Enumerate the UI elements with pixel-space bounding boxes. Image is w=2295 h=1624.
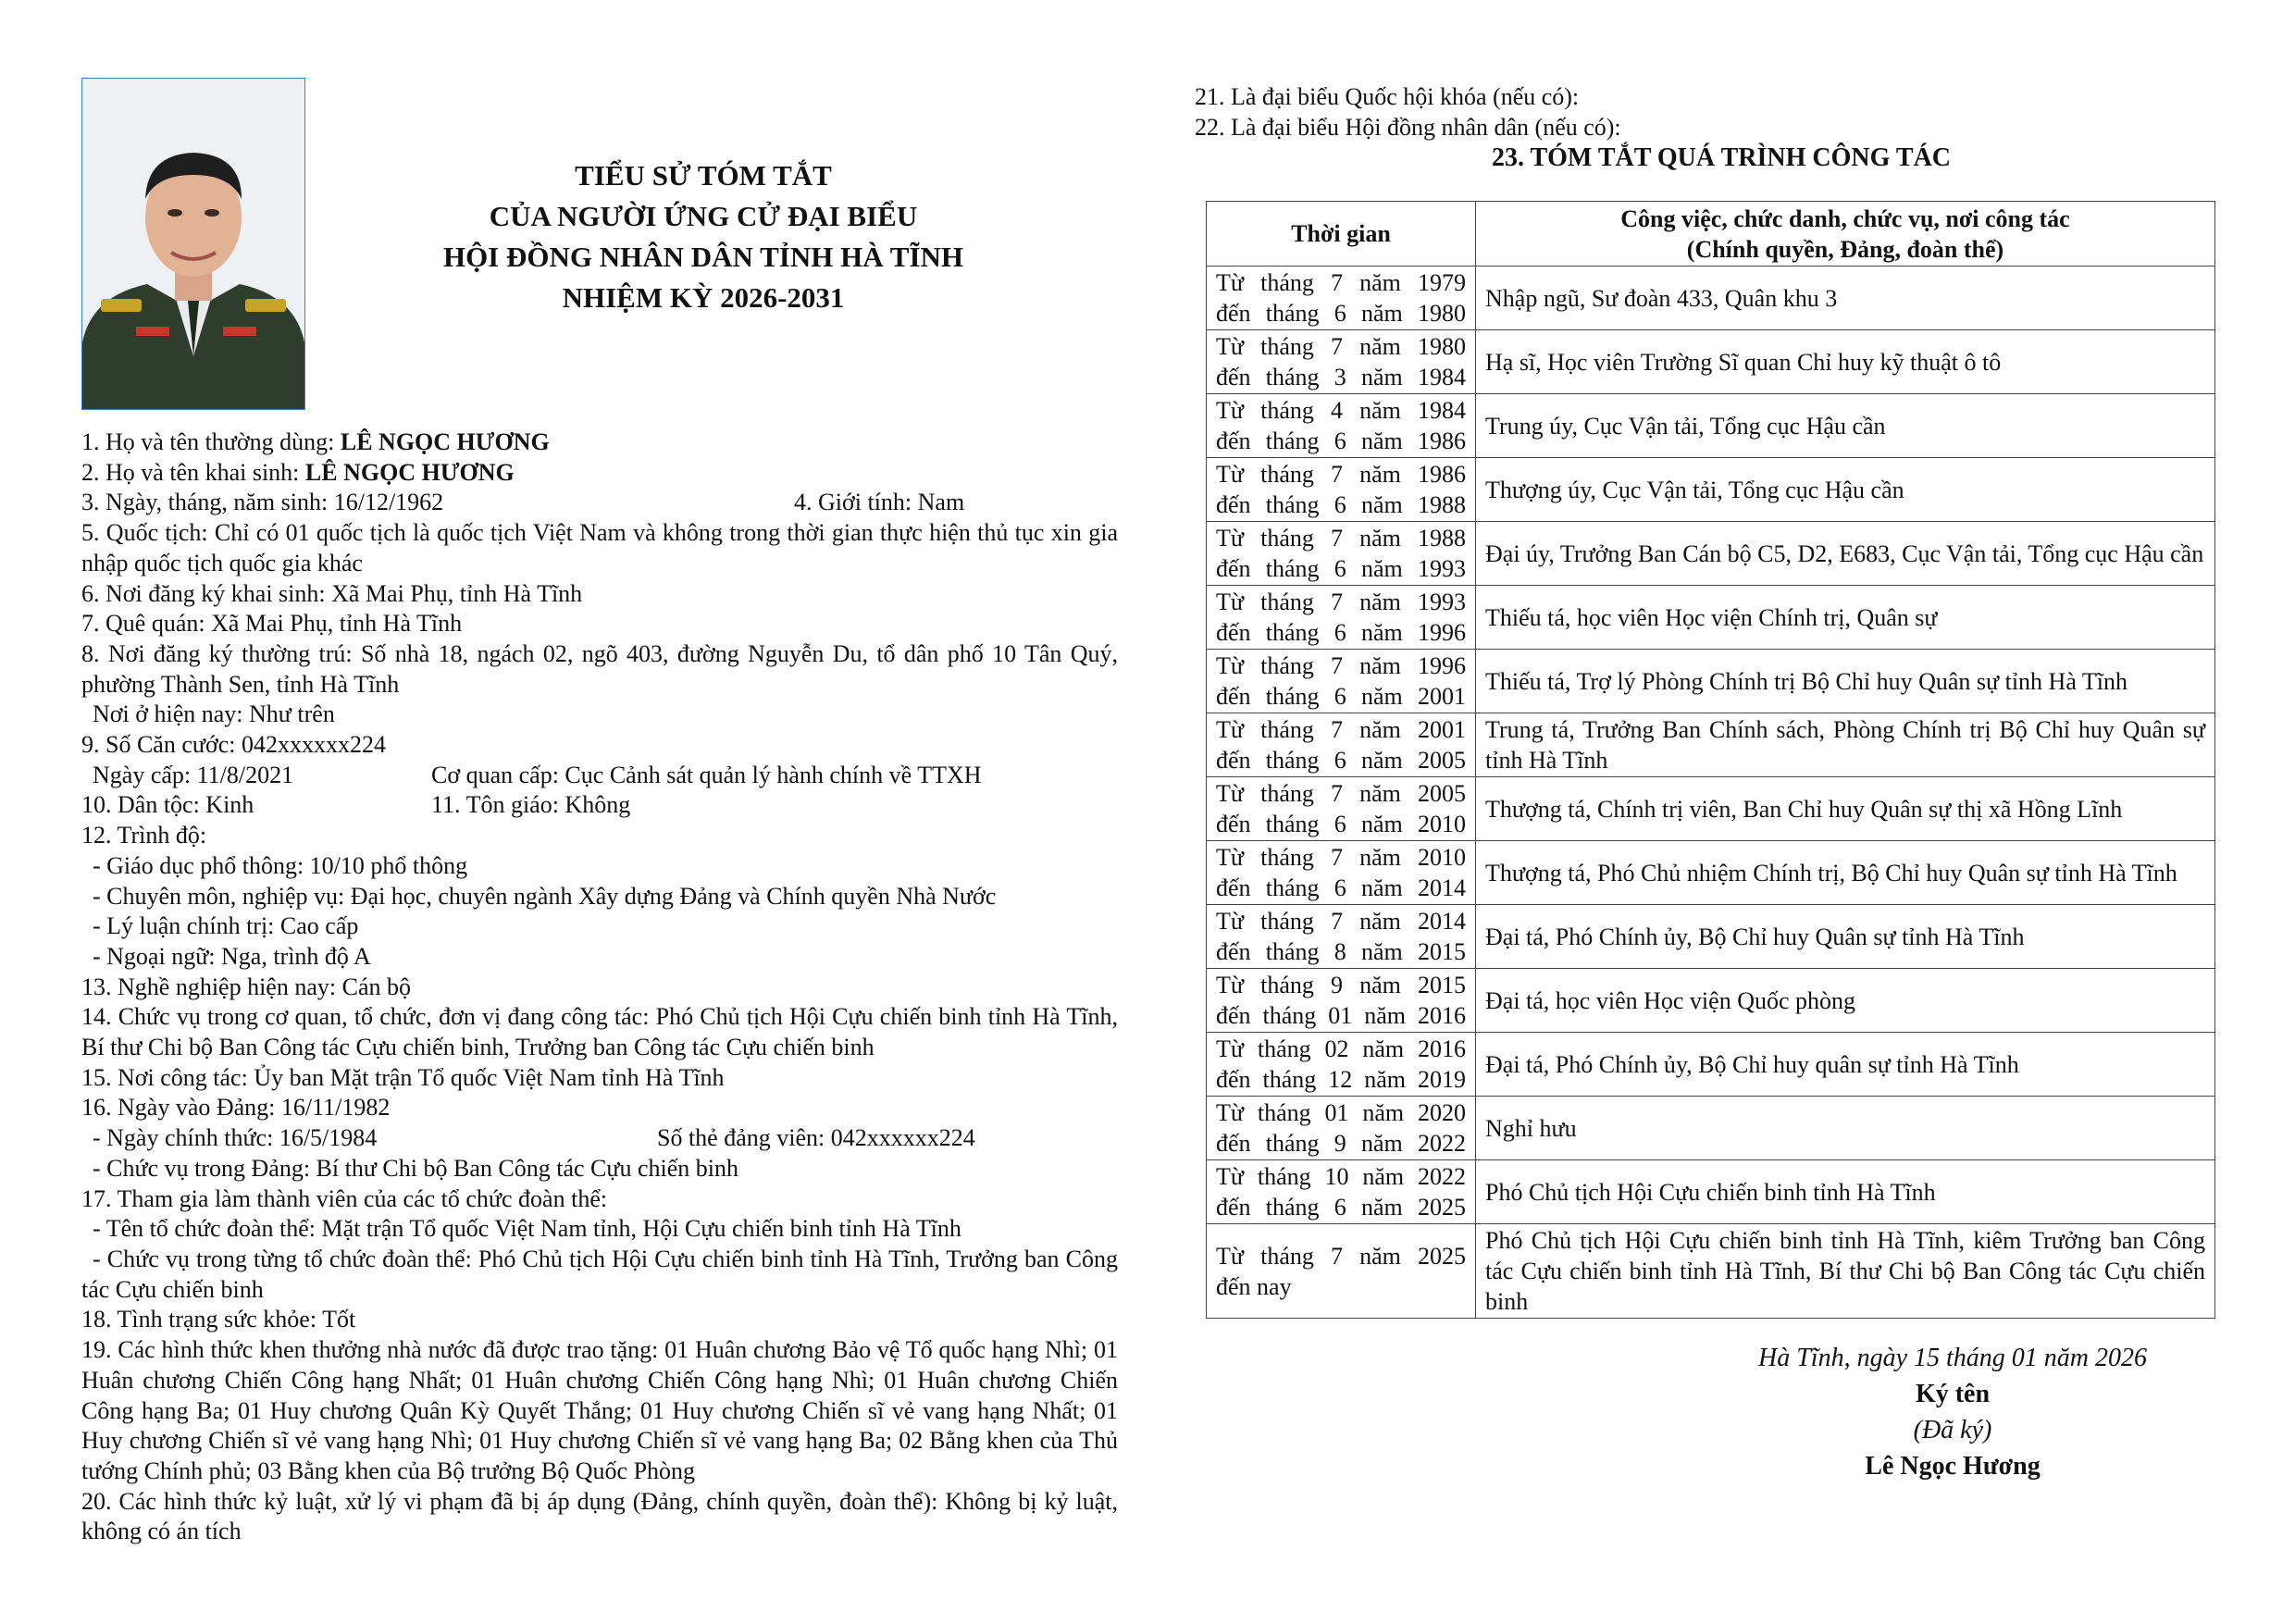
time-to: đến tháng 6 năm 1993 <box>1216 555 1466 582</box>
field-party-position: - Chức vụ trong Đảng: Bí thư Chi bộ Ban Công tác Cựu chiến binh <box>93 1154 738 1182</box>
time-cell <box>1207 458 1476 522</box>
field-political-theory: - Lý luận chính trị: Cao cấp <box>93 912 359 940</box>
job-cell: Thượng úy, Cục Vận tải, Tổng cục Hậu cần <box>1476 458 2215 522</box>
time-to: đến tháng 6 năm 1986 <box>1216 428 1466 454</box>
time-to: đến tháng 6 năm 2010 <box>1216 811 1466 837</box>
job-cell: Nhập ngũ, Sư đoàn 433, Quân khu 3 <box>1476 267 2215 330</box>
field-awards: 19. Các hình thức khen thưởng nhà nước đã được trao tặng: 01 Huân chương Bảo vệ Tổ quốc hạng Nhì; 01 Huân chương Chiến Công hạng Nhất; 01 Huân chương Chiến Công hạng Nhì; 01 Huân chương Chiến Công hạng Ba; 01 Huy chương Quân Kỳ Quyết Thắng; 01 Huy chương Chiến sĩ vẻ vang hạng Nhất; 01 Huy chương Chiến sĩ vẻ vang hạng Nhì; 01 Huy chương Chiến sĩ vẻ vang hạng Ba; 02 Bằng khen của Thủ tướng Chính phủ; 03 Bằng khen của Bộ trưởng Bộ Quốc Phòng <box>81 1336 1118 1484</box>
signed-note: (Đã ký) <box>1913 1416 1992 1444</box>
field-health: 18. Tình trạng sức khỏe: Tốt <box>81 1306 356 1333</box>
column-header-job: Công việc, chức danh, chức vụ, nơi công tác (Chính quyền, Đảng, đoàn thể) <box>1476 202 2215 267</box>
field-foreign-language: - Ngoại ngữ: Nga, trình độ A <box>93 942 371 970</box>
field-education: 12. Trình độ: <box>81 822 207 849</box>
table-row <box>1207 522 2215 586</box>
table-row <box>1207 267 2215 330</box>
title-line-2: CỦA NGƯỜI ỨNG CỬ ĐẠI BIỂU <box>489 200 918 232</box>
time-cell <box>1207 267 1476 330</box>
time-to: đến tháng 6 năm 1996 <box>1216 619 1466 646</box>
time-cell <box>1207 330 1476 394</box>
time-cell <box>1207 1224 1476 1319</box>
time-cell <box>1207 1097 1476 1160</box>
field-general-education: - Giáo dục phổ thông: 10/10 phổ thông <box>93 851 468 879</box>
work-history-rows <box>1207 267 2215 1319</box>
job-cell: Đại tá, Phó Chính ủy, Bộ Chỉ huy quân sự tỉnh Hà Tĩnh <box>1476 1033 2215 1097</box>
table-row <box>1207 330 2215 394</box>
field-specialty: - Chuyên môn, nghiệp vụ: Đại học, chuyên ngành Xây dựng Đảng và Chính quyền Nhà Nước <box>93 882 997 910</box>
sign-label: Ký tên <box>1915 1380 1991 1408</box>
birth-name-value: LÊ NGỌC HƯƠNG <box>304 458 515 486</box>
field-peoples-council: 22. Là đại biểu Hội đồng nhân dân (nếu có): <box>1195 114 1621 141</box>
time-from: Từ tháng 7 năm 2001 <box>1216 716 1466 743</box>
time-from: Từ tháng 7 năm 2005 <box>1216 780 1466 807</box>
time-to: đến nay <box>1216 1272 1292 1300</box>
signer-name: Lê Ngọc Hương <box>1865 1452 2041 1481</box>
table-row <box>1207 1033 2215 1097</box>
field-dob-gender <box>81 488 1118 518</box>
time-from: Từ tháng 7 năm 1980 <box>1216 333 1466 360</box>
table-row <box>1207 1160 2215 1224</box>
portrait-photo <box>81 78 305 410</box>
field-ethnicity: 10. Dân tộc: Kinh <box>81 791 254 819</box>
time-cell <box>1207 586 1476 650</box>
time-from: Từ tháng 7 năm 1996 <box>1216 652 1466 679</box>
job-cell: Thượng tá, Chính trị viên, Ban Chỉ huy Quân sự thị xã Hồng Lĩnh <box>1476 777 2215 841</box>
biography-fields <box>81 428 1118 1547</box>
field-organization-positions: - Chức vụ trong từng tổ chức đoàn thể: Phó Chủ tịch Hội Cựu chiến binh tỉnh Hà Tĩnh, Trưởng ban Công tác Cựu chiến binh <box>81 1245 1118 1303</box>
table-header-row <box>1207 202 2215 267</box>
time-cell <box>1207 777 1476 841</box>
delegate-fields <box>1195 81 1621 143</box>
table-row <box>1207 713 2215 777</box>
field-organizations: 17. Tham gia làm thành viên của các tổ chức đoàn thể: <box>81 1184 608 1212</box>
field-id-issuer: Cơ quan cấp: Cục Cảnh sát quản lý hành chính về TTXH <box>431 761 982 788</box>
time-from: Từ tháng 01 năm 2020 <box>1216 1099 1466 1126</box>
time-to: đến tháng 8 năm 2015 <box>1216 938 1466 965</box>
job-cell: Phó Chủ tịch Hội Cựu chiến binh tỉnh Hà Tĩnh <box>1476 1160 2215 1224</box>
table-row <box>1207 586 2215 650</box>
time-cell <box>1207 522 1476 586</box>
field-hometown: 7. Quê quán: Xã Mai Phụ, tỉnh Hà Tĩnh <box>81 610 463 638</box>
field-party-official <box>81 1123 1118 1154</box>
field-residence: 8. Nơi đăng ký thường trú: Số nhà 18, ngách 02, ngõ 403, đường Nguyễn Du, tổ dân phố 10 Tân Quý, phường Thành Sen, tỉnh Hà Tĩnh <box>81 639 1118 698</box>
table-row <box>1207 969 2215 1033</box>
field-discipline: 20. Các hình thức kỷ luật, xử lý vi phạm đã bị áp dụng (Đảng, chính quyền, đoàn thể): Không bị kỷ luật, không có án tích <box>81 1487 1118 1545</box>
job-cell: Trung úy, Cục Vận tải, Tổng cục Hậu cần <box>1476 394 2215 458</box>
job-cell: Nghỉ hưu <box>1476 1097 2215 1160</box>
field-ethnic-religion <box>81 790 1118 821</box>
time-cell <box>1207 905 1476 969</box>
signature-block <box>1693 1340 2212 1484</box>
time-from: Từ tháng 4 năm 1984 <box>1216 397 1466 424</box>
job-cell: Thiếu tá, Trợ lý Phòng Chính trị Bộ Chỉ huy Quân sự tỉnh Hà Tĩnh <box>1476 650 2215 713</box>
job-cell: Trung tá, Trưởng Ban Chính sách, Phòng Chính trị Bộ Chỉ huy Quân sự tỉnh Hà Tĩnh <box>1476 713 2215 777</box>
title-line-1: TIỂU SỬ TÓM TẮT <box>575 159 832 192</box>
job-cell: Phó Chủ tịch Hội Cựu chiến binh tỉnh Hà Tĩnh, kiêm Trưởng ban Công tác Cựu chiến binh tỉnh Hà Tĩnh, Bí thư Chi bộ Ban Công tác Cựu chiến binh <box>1476 1224 2215 1319</box>
common-name-value: LÊ NGỌC HƯƠNG <box>340 428 550 455</box>
work-history-table <box>1206 201 2215 1319</box>
time-from: Từ tháng 7 năm 2010 <box>1216 844 1466 871</box>
field-current-address: Nơi ở hiện nay: Như trên <box>93 700 335 728</box>
time-from: Từ tháng 7 năm 1993 <box>1216 589 1466 615</box>
job-cell: Đại úy, Trưởng Ban Cán bộ C5, D2, E683, Cục Vận tải, Tổng cục Hậu cần <box>1476 522 2215 586</box>
time-cell <box>1207 1160 1476 1224</box>
field-dob: 3. Ngày, tháng, năm sinh: 16/12/1962 <box>81 489 444 516</box>
time-from: Từ tháng 7 năm 1979 <box>1216 269 1466 296</box>
time-to: đến tháng 01 năm 2016 <box>1216 1002 1466 1029</box>
table-row <box>1207 1224 2215 1319</box>
time-to: đến tháng 9 năm 2022 <box>1216 1130 1466 1157</box>
title-line-3: HỘI ĐỒNG NHÂN DÂN TỈNH HÀ TĨNH <box>442 241 964 273</box>
table-row <box>1207 650 2215 713</box>
place-date: Hà Tĩnh, ngày 15 tháng 01 năm 2026 <box>1758 1344 2147 1372</box>
field-birth-registration: 6. Nơi đăng ký khai sinh: Xã Mai Phụ, tỉnh Hà Tĩnh <box>81 579 583 607</box>
table-row <box>1207 458 2215 522</box>
time-cell <box>1207 650 1476 713</box>
field-party-card-number: Số thẻ đảng viên: 042xxxxxx224 <box>657 1124 975 1152</box>
field-organization-names: - Tên tổ chức đoàn thể: Mặt trận Tổ quốc Việt Nam tỉnh, Hội Cựu chiến binh tỉnh Hà Tĩnh <box>93 1215 961 1243</box>
job-cell: Đại tá, học viên Học viện Quốc phòng <box>1476 969 2215 1033</box>
time-to: đến tháng 6 năm 2014 <box>1216 874 1466 901</box>
portrait-icon <box>82 79 304 409</box>
job-cell: Đại tá, Phó Chính ủy, Bộ Chỉ huy Quân sự tỉnh Hà Tĩnh <box>1476 905 2215 969</box>
field-birth-name: 2. Họ và tên khai sinh: LÊ NGỌC HƯƠNG <box>81 458 515 486</box>
time-from: Từ tháng 7 năm 2014 <box>1216 908 1466 935</box>
field-party-official-date: - Ngày chính thức: 16/5/1984 <box>93 1124 378 1152</box>
work-history-title: 23. TÓM TẮT QUÁ TRÌNH CÔNG TÁC <box>1491 143 1952 172</box>
field-religion: 11. Tôn giáo: Không <box>431 791 631 819</box>
time-from: Từ tháng 7 năm 2025 <box>1216 1242 1466 1270</box>
time-cell <box>1207 713 1476 777</box>
title-line-4: NHIỆM KỲ 2026-2031 <box>562 281 845 314</box>
time-cell <box>1207 1033 1476 1097</box>
table-row <box>1207 777 2215 841</box>
time-to: đến tháng 6 năm 1980 <box>1216 300 1466 327</box>
field-common-name: 1. Họ và tên thường dùng: LÊ NGỌC HƯƠNG <box>81 428 550 455</box>
time-from: Từ tháng 9 năm 2015 <box>1216 972 1466 998</box>
job-cell: Hạ sĩ, Học viên Trường Sĩ quan Chỉ huy kỹ thuật ô tô <box>1476 330 2215 394</box>
time-to: đến tháng 3 năm 1984 <box>1216 364 1466 391</box>
field-occupation: 13. Nghề nghiệp hiện nay: Cán bộ <box>81 973 411 1000</box>
field-id-issue-date: Ngày cấp: 11/8/2021 <box>93 761 294 788</box>
table-row <box>1207 841 2215 905</box>
field-gender: 4. Giới tính: Nam <box>794 489 965 516</box>
table-row <box>1207 394 2215 458</box>
field-position: 14. Chức vụ trong cơ quan, tổ chức, đơn vị đang công tác: Phó Chủ tịch Hội Cựu chiến binh tỉnh Hà Tĩnh, Bí thư Chi bộ Ban Công tác Cựu chiến binh, Trưởng ban Công tác Cựu chiến binh <box>81 1003 1118 1061</box>
time-from: Từ tháng 7 năm 1986 <box>1216 461 1466 488</box>
time-cell <box>1207 394 1476 458</box>
table-row <box>1207 1097 2215 1160</box>
time-to: đến tháng 6 năm 2001 <box>1216 683 1466 710</box>
time-to: đến tháng 6 năm 1988 <box>1216 491 1466 518</box>
time-from: Từ tháng 10 năm 2022 <box>1216 1163 1466 1190</box>
field-nationality: 5. Quốc tịch: Chỉ có 01 quốc tịch là quốc tịch Việt Nam và không trong thời gian thực hiện thủ tục xin gia nhập quốc tịch quốc gia khác <box>81 519 1118 576</box>
column-header-time: Thời gian <box>1207 202 1476 267</box>
field-national-assembly: 21. Là đại biểu Quốc hội khóa (nếu có): <box>1195 83 1580 110</box>
time-from: Từ tháng 02 năm 2016 <box>1216 1035 1466 1062</box>
table-row <box>1207 905 2215 969</box>
job-cell: Thiếu tá, học viên Học viện Chính trị, Quân sự <box>1476 586 2215 650</box>
time-to: đến tháng 6 năm 2025 <box>1216 1194 1466 1221</box>
field-id-issue <box>81 761 1118 791</box>
time-to: đến tháng 12 năm 2019 <box>1216 1066 1466 1093</box>
field-party-join-date: 16. Ngày vào Đảng: 16/11/1982 <box>81 1094 391 1122</box>
time-cell <box>1207 841 1476 905</box>
document-title <box>305 155 1101 318</box>
field-workplace: 15. Nơi công tác: Ủy ban Mặt trận Tổ quốc Việt Nam tỉnh Hà Tĩnh <box>81 1063 725 1091</box>
time-from: Từ tháng 7 năm 1988 <box>1216 525 1466 552</box>
job-cell: Thượng tá, Phó Chủ nhiệm Chính trị, Bộ Chỉ huy Quân sự tỉnh Hà Tĩnh <box>1476 841 2215 905</box>
time-to: đến tháng 6 năm 2005 <box>1216 747 1466 774</box>
time-cell <box>1207 969 1476 1033</box>
field-id-number: 9. Số Căn cước: 042xxxxxx224 <box>81 731 386 759</box>
